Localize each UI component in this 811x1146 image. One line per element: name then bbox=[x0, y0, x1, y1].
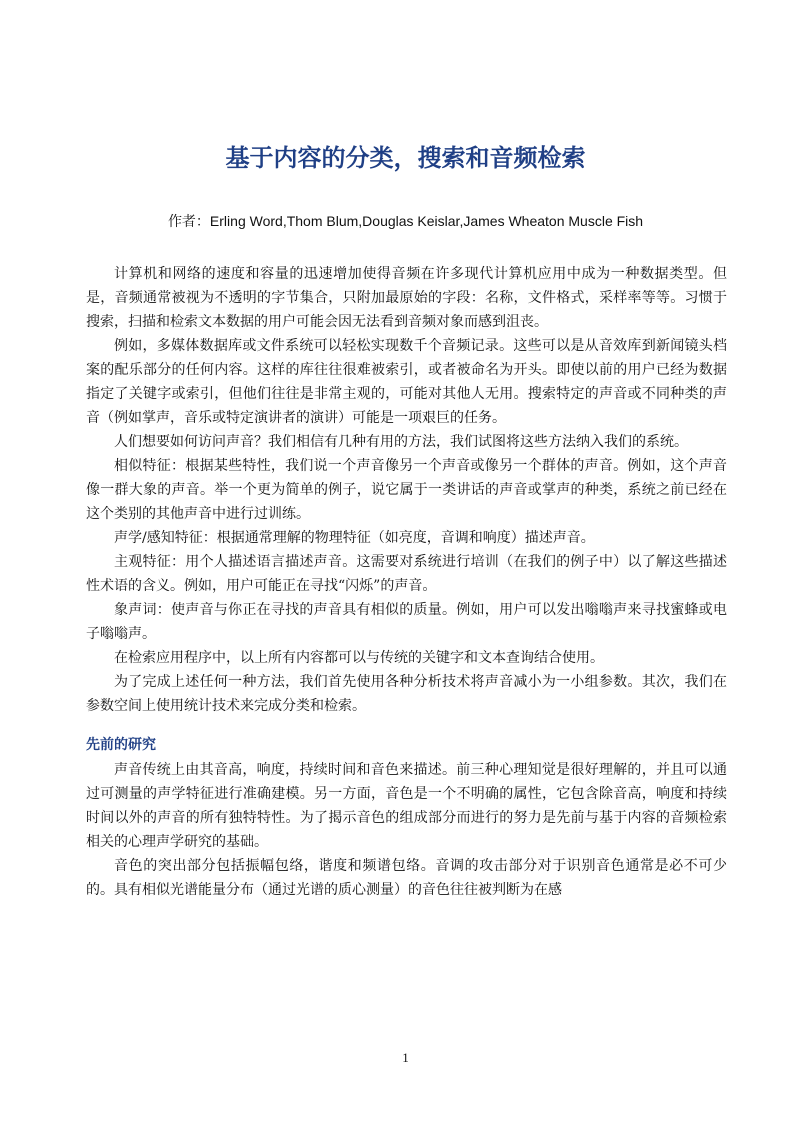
section-heading: 先前的研究 bbox=[86, 737, 156, 753]
paragraph: 计算机和网络的速度和容量的迅速增加使得音频在许多现代计算机应用中成为一种数据类型。但是，音频通常被视为不透明的字节集合，只附加最原始的字段：名称，文件格式，采样率等等。习惯于搜索，扫描和检索文本数据的用户可能会因无法看到音频对象而感到沮丧。 bbox=[86, 266, 727, 330]
paper-body bbox=[86, 262, 727, 902]
paragraph: 声学/感知特征：根据通常理解的物理特征（如亮度，音调和响度）描述声音。 bbox=[114, 530, 595, 546]
page-number: 1 bbox=[402, 1050, 409, 1065]
paper-title: 基于内容的分类，搜索和音频检索 bbox=[225, 144, 586, 172]
paragraph: 例如，多媒体数据库或文件系统可以轻松实现数千个音频记录。这些可以是从音效库到新闻镜头档案的配乐部分的任何内容。这样的库往往很难被索引，或者被命名为开头。即使以前的用户已经为数据指定了关键字或索引，但他们往往是非常主观的，可能对其他人无用。搜索特定的声音或不同种类的声音（例如掌声，音乐或特定演讲者的演讲）可能是一项艰巨的任务。 bbox=[86, 338, 727, 426]
paragraph: 为了完成上述任何一种方法，我们首先使用各种分析技术将声音减小为一小组参数。其次，我们在参数空间上使用统计技术来完成分类和检索。 bbox=[86, 674, 727, 714]
paragraph: 相似特征：根据某些特性，我们说一个声音像另一个声音或像另一个群体的声音。例如，这个声音像一群大象的声音。举一个更为简单的例子，说它属于一类讲话的声音或掌声的种类，系统之前已经在这个类别的其他声音中进行过训练。 bbox=[86, 458, 727, 522]
paragraph: 在检索应用程序中，以上所有内容都可以与传统的关键字和文本查询结合使用。 bbox=[114, 650, 604, 666]
paragraph: 象声词：使声音与你正在寻找的声音具有相似的质量。例如，用户可以发出嗡嗡声来寻找蜜蜂或电子嗡嗡声。 bbox=[86, 602, 727, 642]
paragraph: 人们想要如何访问声音？我们相信有几种有用的方法，我们试图将这些方法纳入我们的系统。 bbox=[114, 434, 688, 450]
paragraph: 声音传统上由其音高，响度，持续时间和音色来描述。前三种心理知觉是很好理解的，并且可以通过可测量的声学特征进行准确建模。另一方面，音色是一个不明确的属性，它包含除音高，响度和持续时间以外的声音的所有独特特性。为了揭示音色的组成部分而进行的努力是先前与基于内容的音频检索相关的心理声学研究的基础。 bbox=[86, 762, 727, 850]
paragraph: 音色的突出部分包括振幅包络，谐度和频谱包络。音调的攻击部分对于识别音色通常是必不可少的。具有相似光谱能量分布（通过光谱的质心测量）的音色往往被判断为在感 bbox=[86, 858, 727, 898]
paragraph: 主观特征：用个人描述语言描述声音。这需要对系统进行培训（在我们的例子中）以了解这些描述性术语的含义。例如，用户可能正在寻找“闪烁”的声音。 bbox=[86, 554, 727, 594]
author-line: 作者：Erling Word,Thom Blum,Douglas Keislar,James Wheaton Muscle Fish bbox=[167, 213, 644, 229]
